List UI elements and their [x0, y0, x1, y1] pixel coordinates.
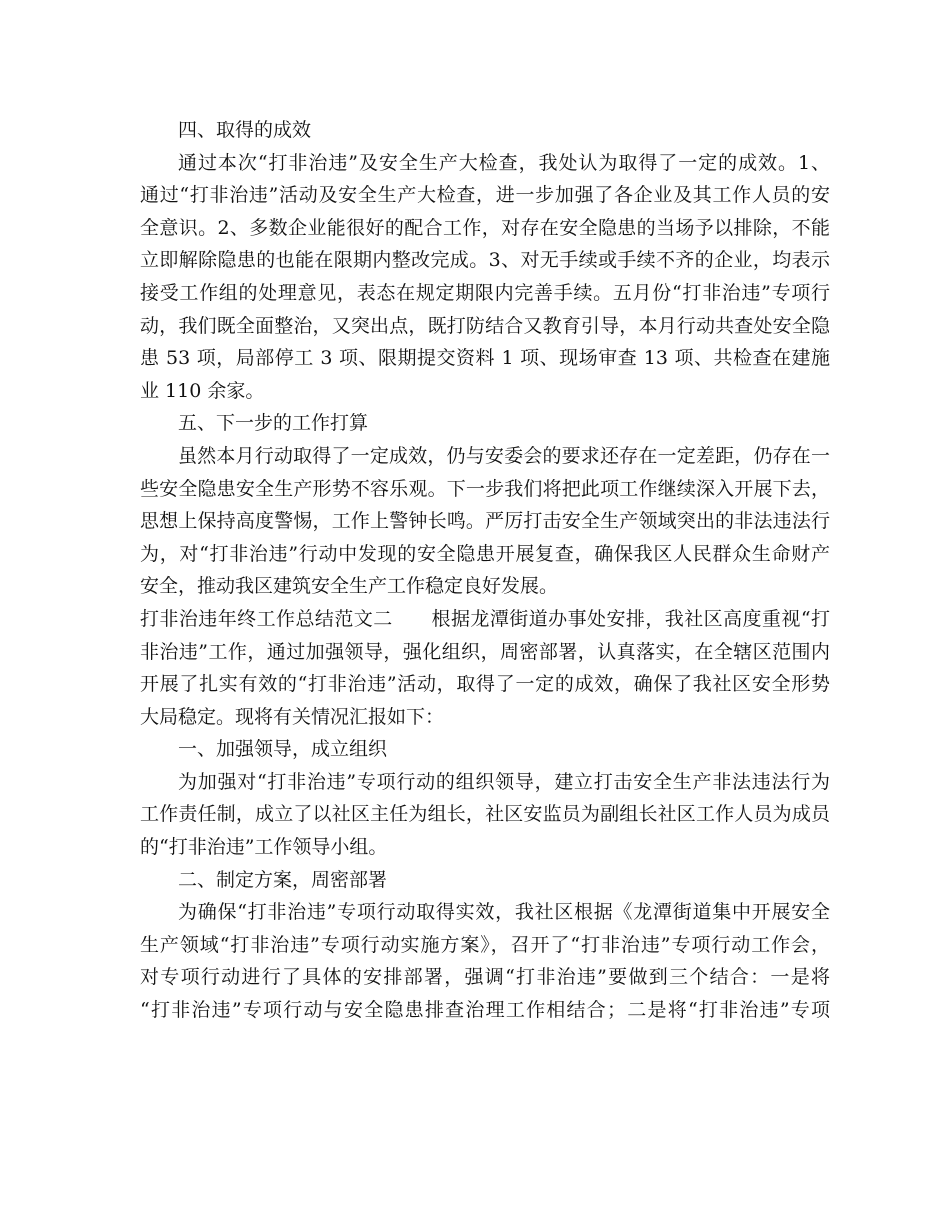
text-line: 全意识。2、多数企业能很好的配合工作，对存在安全隐患的当场予以排除，不能: [140, 216, 830, 239]
text-line: 大局稳定。现将有关情况汇报如下：: [140, 705, 445, 728]
text-line: 虽然本月行动取得了一定成效，仍与安委会的要求还存在一定差距，仍存在一: [178, 444, 830, 467]
text-line: 五、下一步的工作打算: [178, 412, 369, 435]
text-line: 动，我们既全面整治，又突出点，既打防结合又教育引导，本月行动共查处安全隐: [140, 314, 830, 337]
document-body: [140, 114, 830, 1027]
text-line: 思想上保持高度警惕，工作上警钟长鸣。严厉打击安全生产领域突出的非法违法行: [140, 510, 830, 533]
text-line: 些安全隐患安全生产形势不容乐观。下一步我们将把此项工作继续深入开展下去，: [140, 477, 830, 500]
text-line: 为确保“打非治违”专项行动取得实效，我社区根据《龙潭街道集中开展安全: [178, 901, 830, 924]
text-line: 四、取得的成效: [178, 119, 312, 141]
text-line: 业 110 余家。: [140, 379, 265, 402]
text-line: 通过“打非治违”活动及安全生产大检查，进一步加强了各企业及其工作人员的安: [140, 184, 830, 207]
text-line: 打非治违年终工作总结范文二 根据龙潭街道办事处安排，我社区高度重视“打: [140, 607, 830, 630]
text-line: 二、制定方案，周密部署: [178, 868, 388, 891]
text-line: 开展了扎实有效的“打非治违”活动，取得了一定的成效，确保了我社区安全形势: [140, 673, 830, 696]
text-line: 一、加强领导，成立组织: [178, 738, 388, 761]
text-line: 对专项行动进行了具体的安排部署，强调“打非治违”要做到三个结合：一是将: [140, 966, 830, 989]
text-line: 立即解除隐患的也能在限期内整改完成。3、对无手续或手续不齐的企业，均表示: [140, 249, 830, 272]
text-line: 接受工作组的处理意见，表态在规定期限内完善手续。五月份“打非治违”专项行: [140, 281, 830, 304]
text-line: 为，对“打非治违”行动中发现的安全隐患开展复查，确保我区人民群众生命财产: [140, 542, 830, 565]
text-line: 为加强对“打非治违”专项行动的组织领导，建立打击安全生产非法违法行为: [178, 770, 830, 793]
text-line: 患 53 项，局部停工 3 项、限期提交资料 1 项、现场审查 13 项、共检查在建施: [140, 347, 830, 370]
text-line: 安全，推动我区建筑安全生产工作稳定良好发展。: [140, 575, 559, 598]
text-line: 工作责任制，成立了以社区主任为组长，社区安监员为副组长社区工作人员为成员: [140, 803, 830, 826]
text-line: 生产领域“打非治违”专项行动实施方案》，召开了“打非治违”专项行动工作会，: [140, 933, 830, 956]
text-line: 的“打非治违”工作领导小组。: [140, 836, 388, 859]
text-line: 通过本次“打非治违”及安全生产大检查，我处认为取得了一定的成效。1、: [178, 151, 830, 174]
text-line: 非治违”工作，通过加强领导，强化组织，周密部署，认真落实，在全辖区范围内: [140, 640, 830, 663]
text-line: “打非治违”专项行动与安全隐患排查治理工作相结合；二是将“打非治违”专项: [140, 999, 830, 1022]
